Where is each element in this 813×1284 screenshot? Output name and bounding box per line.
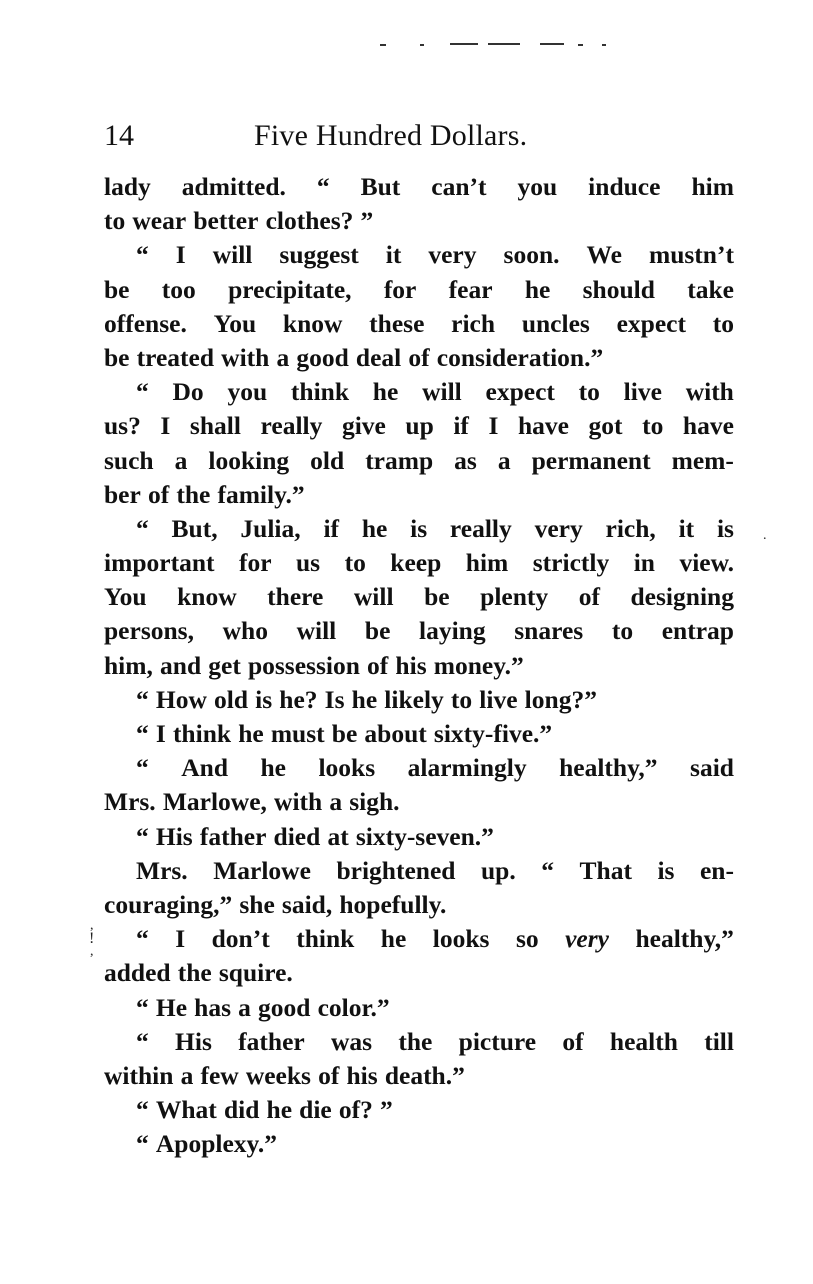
word: father	[238, 1026, 305, 1056]
word: and	[160, 650, 202, 680]
word: should	[582, 274, 655, 304]
text-line	[104, 683, 734, 717]
word: clothes?	[265, 206, 354, 236]
word: can’t	[431, 172, 487, 201]
word: really	[260, 411, 323, 441]
word: mem-	[671, 445, 734, 475]
word: die	[299, 1095, 332, 1125]
word: deal	[355, 342, 402, 372]
word: a	[180, 1060, 194, 1090]
word: to	[104, 206, 126, 236]
word: be	[424, 582, 450, 612]
word: looking	[208, 445, 290, 475]
word: “	[136, 719, 149, 748]
word: of?	[338, 1095, 373, 1125]
word: he	[361, 513, 388, 543]
word: keep	[390, 548, 442, 578]
word: “	[316, 172, 330, 201]
word: with	[274, 787, 323, 817]
text-line	[104, 854, 734, 888]
word: if	[453, 411, 469, 441]
word: But	[360, 172, 401, 201]
word: will	[212, 240, 253, 270]
word: him	[465, 548, 509, 578]
word: she	[239, 889, 275, 919]
word: That	[579, 855, 632, 885]
word: healthy,”	[559, 753, 658, 783]
word: be	[104, 274, 130, 304]
word: en-	[699, 855, 734, 885]
word: don’t	[211, 924, 270, 954]
word: Do	[172, 377, 204, 407]
word: designing	[630, 582, 734, 612]
word: the	[176, 479, 211, 509]
word: think	[290, 377, 350, 407]
word: snares	[514, 616, 584, 646]
text-line	[104, 546, 734, 580]
word: be	[331, 719, 358, 748]
text-line	[104, 273, 734, 307]
word: mustn’t	[648, 240, 734, 270]
page-header	[104, 114, 744, 158]
word: admitted.	[181, 172, 286, 201]
word: as	[454, 445, 477, 475]
word: it	[678, 513, 695, 543]
text-line	[104, 409, 734, 443]
word: “	[136, 753, 149, 783]
body-text	[104, 170, 734, 1161]
word: I	[155, 719, 166, 748]
word: think	[172, 719, 232, 748]
word: permanent	[531, 445, 651, 475]
word: is	[410, 513, 428, 543]
word: few	[200, 1060, 239, 1090]
word: view.	[679, 548, 734, 578]
word: squire.	[218, 958, 293, 988]
word: have	[517, 411, 569, 441]
word: about	[364, 719, 427, 748]
word: he	[524, 274, 551, 304]
text-line	[104, 614, 734, 648]
text-line	[104, 580, 734, 614]
word: he	[260, 753, 286, 783]
word: laying	[419, 616, 486, 646]
word: death.”	[384, 1060, 465, 1090]
text-line	[104, 307, 734, 341]
text-line	[104, 1025, 734, 1059]
word: tramp	[365, 445, 434, 475]
word: Marlowe	[213, 855, 311, 885]
margin-mark: ,	[90, 944, 94, 959]
word: him,	[104, 650, 153, 680]
word: got	[588, 411, 623, 441]
word: couraging,”	[104, 889, 233, 919]
word: How	[155, 684, 207, 714]
word: likely	[384, 684, 444, 714]
word: treated	[136, 342, 215, 372]
word: “	[136, 821, 149, 851]
word: a	[174, 445, 188, 475]
word: if	[323, 513, 340, 543]
word: will	[353, 582, 394, 612]
word: “	[136, 1026, 149, 1056]
page-number: 14	[104, 119, 134, 152]
word: You	[104, 582, 147, 612]
word: expect	[485, 377, 555, 407]
word: But,	[171, 513, 218, 543]
word: to	[578, 377, 600, 407]
word: think	[296, 924, 355, 954]
word: to	[611, 616, 634, 646]
word: sixty-seven.”	[355, 821, 494, 851]
word: a	[276, 342, 290, 372]
word: a	[329, 787, 343, 817]
word: of	[562, 1026, 584, 1056]
word: weeks	[245, 1060, 311, 1090]
word: the	[398, 1026, 433, 1056]
scan-artifact-marks	[380, 38, 610, 48]
word: in	[633, 548, 655, 578]
word: give	[341, 411, 386, 441]
word: will	[296, 616, 337, 646]
word: ”	[360, 206, 374, 236]
text-line	[104, 341, 734, 375]
word: a	[238, 992, 251, 1022]
text-line	[104, 1127, 734, 1161]
word: ”	[379, 1095, 393, 1125]
word: money.”	[433, 650, 524, 680]
word: “	[136, 240, 149, 270]
word: Apoplexy.”	[155, 1129, 278, 1159]
word: him	[691, 172, 734, 201]
word: alarmingly	[407, 753, 527, 783]
word: who	[222, 616, 268, 646]
word: “	[136, 684, 149, 714]
word: the	[177, 958, 212, 988]
word: We	[586, 240, 622, 270]
word: added	[104, 958, 171, 988]
word: he	[351, 684, 378, 714]
word: old	[310, 445, 345, 475]
word: he	[266, 1095, 293, 1125]
text-line	[104, 512, 734, 546]
word: he	[238, 719, 264, 748]
word: has	[194, 992, 232, 1022]
word: is	[716, 513, 734, 543]
word: induce	[588, 172, 661, 201]
word: his	[346, 1060, 378, 1090]
word: hopefully.	[339, 889, 447, 919]
word: of	[318, 1060, 340, 1090]
word: ber	[104, 479, 141, 509]
word: “	[136, 1095, 149, 1125]
word: rich,	[605, 513, 656, 543]
word: “	[541, 855, 554, 885]
running-title: Five Hundred Dollars.	[254, 119, 528, 152]
word: of	[367, 650, 389, 680]
word: Julia,	[240, 513, 301, 543]
word: you	[227, 377, 268, 407]
text-line	[104, 922, 734, 956]
word: good	[296, 342, 349, 372]
word: of	[147, 479, 170, 509]
word: And	[181, 753, 228, 783]
word: healthy,”	[635, 924, 734, 954]
word: for	[383, 274, 417, 304]
word: did	[223, 1095, 260, 1125]
word: such	[104, 445, 154, 475]
word: color.”	[317, 992, 390, 1022]
word: His	[155, 821, 193, 851]
text-line	[104, 1093, 734, 1127]
word: Mrs.	[104, 787, 156, 817]
word: he	[372, 377, 399, 407]
word: said,	[281, 889, 333, 919]
word: uncles	[521, 308, 590, 338]
word: looks	[432, 924, 490, 954]
word: important	[104, 548, 215, 578]
text-line	[104, 785, 734, 819]
word: better	[193, 206, 259, 236]
word: “	[136, 992, 149, 1022]
word: so	[515, 924, 539, 954]
word: fear	[448, 274, 493, 304]
word: till	[704, 1026, 734, 1056]
word: father	[199, 821, 267, 851]
text-line	[104, 375, 734, 409]
margin-mark: ,	[90, 918, 94, 933]
word: sigh.	[349, 787, 400, 817]
word: Marlowe,	[162, 787, 267, 817]
text-line	[104, 444, 734, 478]
word: us?	[104, 411, 141, 441]
word: too	[161, 274, 196, 304]
text-line	[104, 238, 734, 272]
word: health	[609, 1026, 678, 1056]
text-line	[104, 204, 734, 238]
word: “	[136, 377, 149, 407]
word: I	[160, 411, 171, 441]
word: offense.	[104, 308, 187, 338]
word: really	[449, 513, 512, 543]
word: very	[565, 924, 609, 954]
word: family.”	[217, 479, 305, 509]
word: lady	[104, 172, 151, 201]
word: What	[155, 1095, 217, 1125]
word: these	[369, 308, 425, 338]
word: entrap	[661, 616, 734, 646]
text-line	[104, 820, 734, 854]
word: old	[214, 684, 249, 714]
word: wear	[132, 206, 187, 236]
word: brightened	[336, 855, 456, 885]
word: to	[712, 308, 734, 338]
word: us	[296, 548, 321, 578]
word: persons,	[104, 616, 194, 646]
word: rich	[451, 308, 496, 338]
margin-mark: .	[763, 528, 767, 543]
word: shall	[189, 411, 241, 441]
word: is	[255, 684, 273, 714]
word: died	[273, 821, 321, 851]
word: suggest	[279, 240, 359, 270]
word: good	[258, 992, 311, 1022]
word: a	[497, 445, 511, 475]
text-line	[104, 888, 734, 922]
margin-mark: !	[89, 930, 95, 947]
word: have	[682, 411, 734, 441]
word: I	[175, 240, 186, 270]
word: live	[623, 377, 662, 407]
word: will	[422, 377, 462, 407]
word: looks	[318, 753, 376, 783]
text-line	[104, 1059, 734, 1093]
word: he	[380, 924, 407, 954]
word: he?	[279, 684, 318, 714]
word: of	[408, 342, 430, 372]
word: of	[578, 582, 600, 612]
word: “	[136, 924, 149, 954]
text-line	[104, 478, 734, 512]
word: within	[104, 1060, 174, 1090]
word: his	[395, 650, 427, 680]
text-line	[104, 170, 734, 204]
word: at	[327, 821, 349, 851]
word: very	[428, 240, 477, 270]
word: was	[331, 1026, 373, 1056]
word: be	[104, 342, 130, 372]
word: to	[642, 411, 664, 441]
word: to	[344, 548, 366, 578]
word: consideration.”	[436, 342, 604, 372]
word: soon.	[503, 240, 560, 270]
word: is	[657, 855, 675, 885]
word: know	[282, 308, 343, 338]
word: Mrs.	[136, 855, 188, 885]
word: strictly	[532, 548, 610, 578]
word: be	[364, 616, 391, 646]
word: long?”	[524, 684, 597, 714]
text-line	[104, 991, 734, 1025]
word: precipitate,	[228, 274, 352, 304]
word: get	[208, 650, 241, 680]
word: I	[488, 411, 499, 441]
word: up.	[480, 855, 516, 885]
word: said	[690, 753, 734, 783]
word: up	[405, 411, 434, 441]
word: “	[136, 513, 149, 543]
word: must	[270, 719, 325, 748]
word: take	[687, 274, 734, 304]
word: I	[175, 924, 186, 954]
word: to	[450, 684, 473, 714]
word: very	[534, 513, 583, 543]
word: You	[213, 308, 257, 338]
word: know	[177, 582, 237, 612]
word: Is	[324, 684, 345, 714]
word: sixty-five.”	[433, 719, 553, 748]
word: there	[267, 582, 324, 612]
text-line	[104, 717, 734, 751]
word: He	[155, 992, 188, 1022]
word: with	[685, 377, 734, 407]
word: His	[175, 1026, 212, 1056]
word: expect	[616, 308, 686, 338]
word: plenty	[480, 582, 549, 612]
word: for	[238, 548, 272, 578]
text-line	[104, 956, 734, 990]
word: it	[385, 240, 402, 270]
text-line	[104, 649, 734, 683]
word: possession	[247, 650, 360, 680]
word: with	[221, 342, 270, 372]
word: live	[479, 684, 518, 714]
text-line	[104, 751, 734, 785]
word: picture	[458, 1026, 537, 1056]
word: “	[136, 1129, 149, 1159]
word: you	[517, 172, 558, 201]
